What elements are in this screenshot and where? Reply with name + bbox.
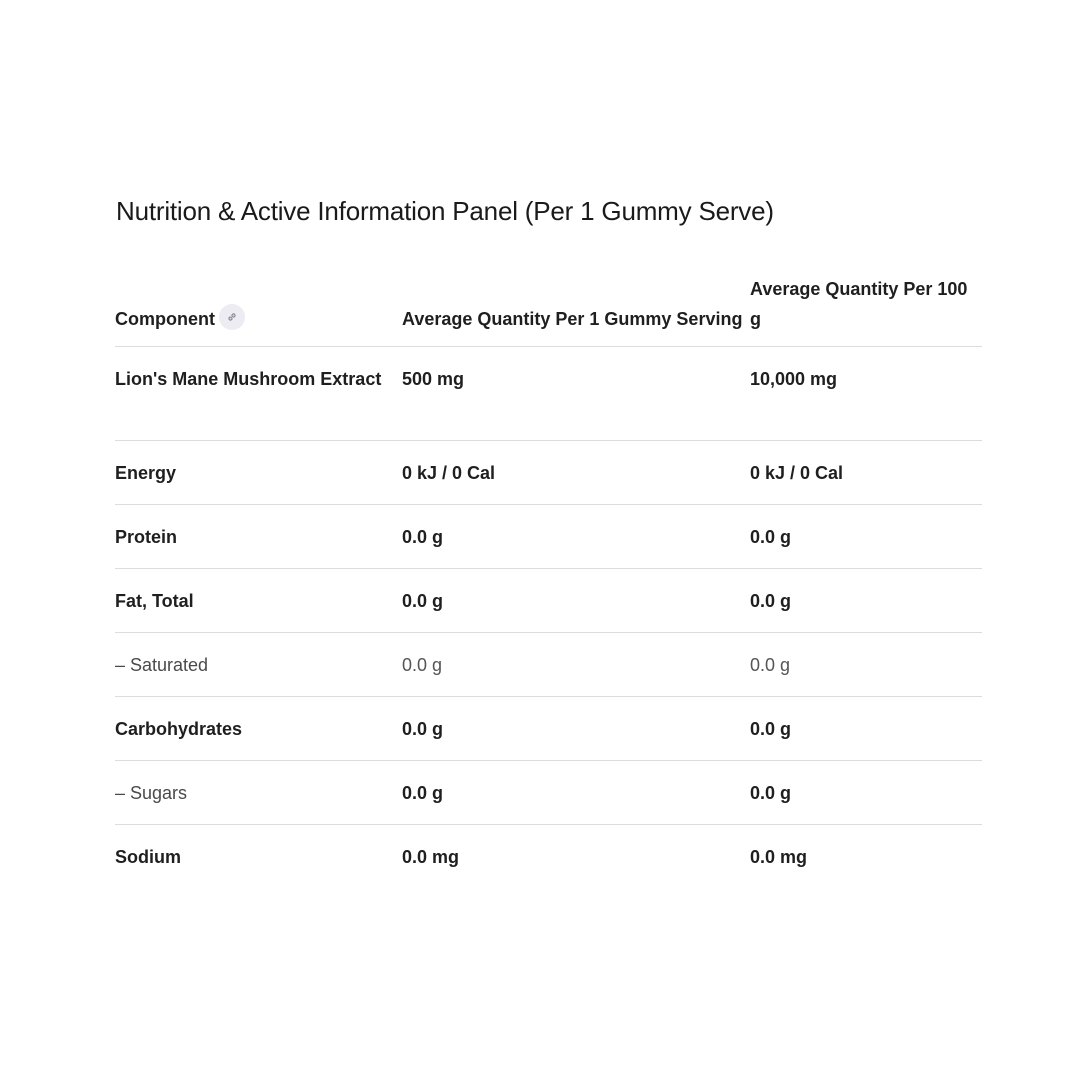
cell-component: Carbohydrates (115, 697, 402, 761)
cell-component: Protein (115, 505, 402, 569)
cell-per-serving: 0 kJ / 0 Cal (402, 441, 750, 505)
cell-per-serving: 0.0 g (402, 633, 750, 697)
anchor-link-button[interactable] (219, 304, 245, 330)
header-component (115, 270, 402, 347)
header-component-label: Component (115, 309, 215, 329)
table-row (115, 825, 982, 889)
cell-per-serving: 0.0 g (402, 505, 750, 569)
table-header-row (115, 270, 982, 347)
table-row (115, 633, 982, 697)
cell-per-serving: 500 mg (402, 347, 750, 441)
header-per-serving: Average Quantity Per 1 Gummy Serving (402, 270, 750, 347)
panel-title: Nutrition & Active Information Panel (Per 1 Gummy Serve) (116, 196, 774, 226)
nutrition-table (115, 270, 982, 889)
cell-component: Fat, Total (115, 569, 402, 633)
cell-per-serving: 0.0 g (402, 761, 750, 825)
cell-component: Energy (115, 441, 402, 505)
table-row (115, 505, 982, 569)
table-row (115, 347, 982, 441)
cell-per-serving: 0.0 mg (402, 846, 460, 867)
cell-per-100g: 0.0 mg (750, 846, 808, 867)
header-per-100g: Average Quantity Per 100 g (750, 270, 982, 347)
cell-component: Lion's Mane Mushroom Extract (115, 347, 402, 441)
table-row (115, 569, 982, 633)
cell-per-100g: 0.0 g (750, 761, 982, 825)
cell-per-100g: 0.0 g (750, 697, 982, 761)
cell-per-100g: 0 kJ / 0 Cal (750, 441, 982, 505)
cell-per-serving: 0.0 g (402, 697, 750, 761)
link-icon (226, 311, 238, 323)
cell-per-serving: 0.0 g (402, 569, 750, 633)
cell-per-100g: 0.0 g (750, 505, 982, 569)
cell-per-100g: 0.0 g (750, 633, 982, 697)
table-row (115, 697, 982, 761)
cell-per-100g: 10,000 mg (750, 347, 982, 441)
table-row (115, 441, 982, 505)
cell-component: Sodium (115, 846, 181, 867)
cell-component: – Sugars (115, 761, 402, 825)
cell-component: – Saturated (115, 633, 402, 697)
cell-per-100g: 0.0 g (750, 569, 982, 633)
table-row (115, 761, 982, 825)
